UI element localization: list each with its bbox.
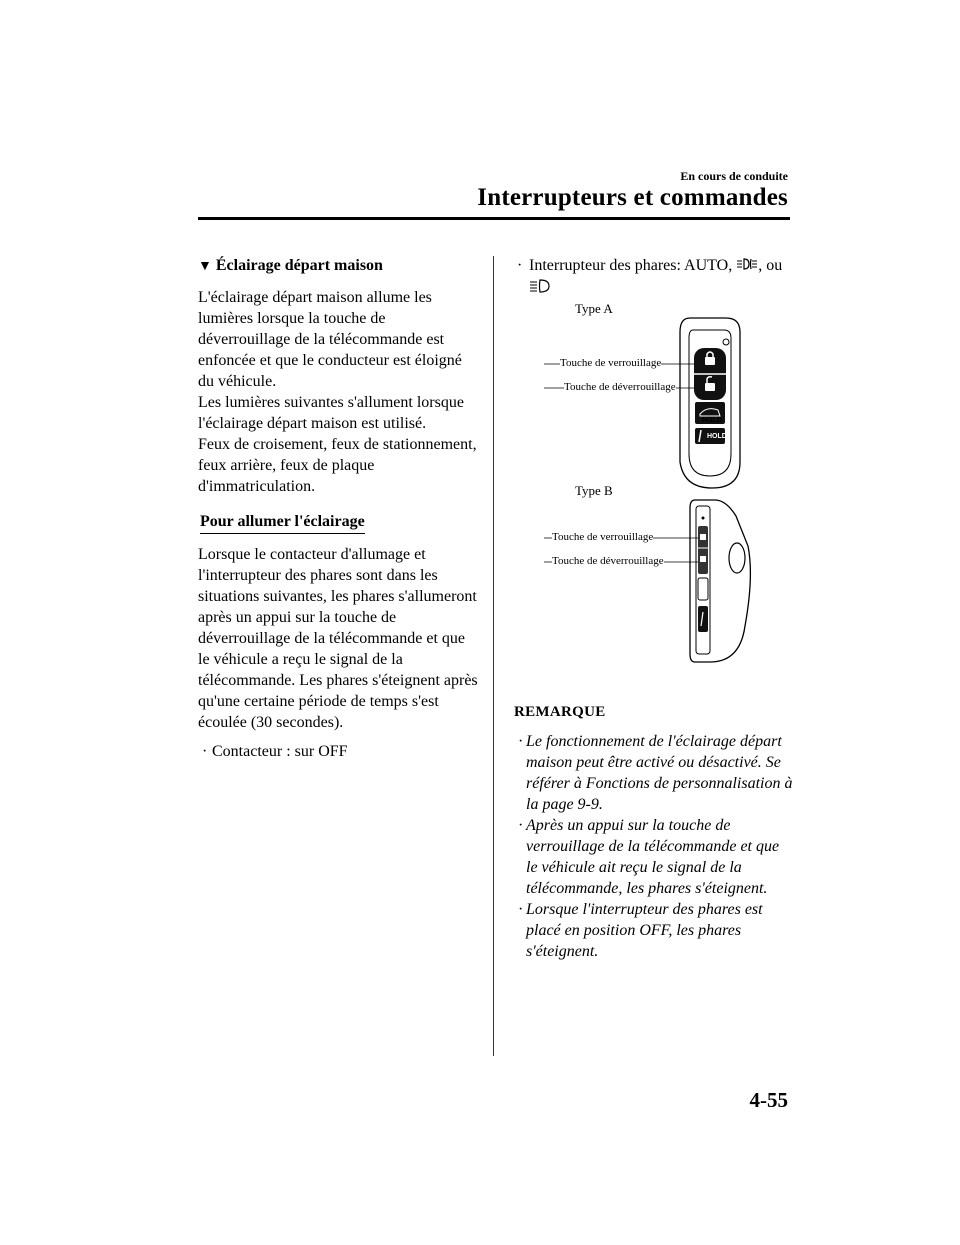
bullet-headlight-suffix: , ou (758, 257, 783, 274)
right-column (515, 255, 795, 299)
key-fob-type-a (540, 312, 790, 490)
lights-paragraph: Les lumières suivantes s'allument lorsque l'éclairage départ maison est utilisé. (198, 394, 464, 432)
bullet-dot: · (202, 743, 208, 760)
note-item-text: Après un appui sur la touche de verrouillage de la télécommande et que le véhicule ait reçu le signal de la télécommande, les phares s'éteignent. (526, 817, 780, 897)
bullet-dot: · (518, 817, 524, 834)
intro-paragraph: L'éclairage départ maison allume les lumières lorsque la touche de déverrouillage de la télécommande est enfoncée et que le conducteur est éloigné du véhicule. (198, 289, 462, 390)
type-a-lock-label: Touche de verrouillage (560, 357, 662, 369)
note-list (514, 731, 794, 962)
note-item (514, 815, 794, 899)
bullet-dot: · (518, 733, 524, 750)
triangle-marker-icon: ▼ (198, 259, 212, 274)
note-item-text: Le fonctionnement de l'éclairage départ maison peut être activé ou désactivé. Se référer à Fonctions de personnalisation à la page 9-9. (526, 733, 793, 813)
type-b-label: Type B (575, 483, 613, 498)
section-heading (198, 255, 478, 277)
key-fob-type-b (540, 496, 790, 666)
chapter-title: Interrupteurs et commandes (477, 184, 788, 211)
lights-list-paragraph: Feux de croisement, feux de stationnement, feux arrière, feux de plaque d'immatriculation. (198, 436, 477, 495)
type-a-unlock-label: Touche de déverrouillage (564, 381, 676, 393)
header-rule (198, 217, 790, 220)
parking-lights-icon (736, 256, 758, 277)
section-label: En cours de conduite (680, 169, 788, 183)
bullet-ignition (198, 741, 478, 762)
type-a-hold-label-1: HOLD (702, 417, 722, 424)
page-number: 4-55 (749, 1088, 788, 1112)
bullet-headlight-prefix: Interrupteur des phares: AUTO, (529, 257, 737, 274)
type-a-hold-label-2: HOLD (707, 433, 727, 440)
type-b-lock-label: Touche de verrouillage (552, 531, 654, 543)
note-title: REMARQUE (514, 704, 606, 720)
note-item-text: Lorsque l'interrupteur des phares est placé en position OFF, les phares s'éteignent. (526, 901, 763, 960)
column-divider (493, 256, 494, 1056)
bullet-ignition-text: Contacteur : sur OFF (212, 743, 348, 760)
conditions-paragraph: Lorsque le contacteur d'allumage et l'interrupteur des phares sont dans les situations suivantes, les phares s'allumeront après un appui sur la touche de déverrouillage de la télécommande et que le véhicule a reçu le signal de la télécommande. Les phares s'éteignent après qu'une certaine période de temps s'est écoulée (30 secondes). (198, 546, 478, 731)
left-column (198, 255, 478, 762)
type-b-unlock-label: Touche de déverrouillage (552, 555, 664, 567)
bullet-dot: · (518, 901, 524, 918)
note-item (514, 899, 794, 962)
bullet-dot: · (517, 257, 523, 274)
headlight-icon (529, 278, 551, 299)
type-a-label: Type A (575, 301, 613, 316)
bullet-headlight-switch (515, 255, 795, 299)
section-heading-text: Éclairage départ maison (215, 257, 383, 274)
note-item (514, 731, 794, 815)
subheading: Pour allumer l'éclairage (200, 511, 365, 534)
